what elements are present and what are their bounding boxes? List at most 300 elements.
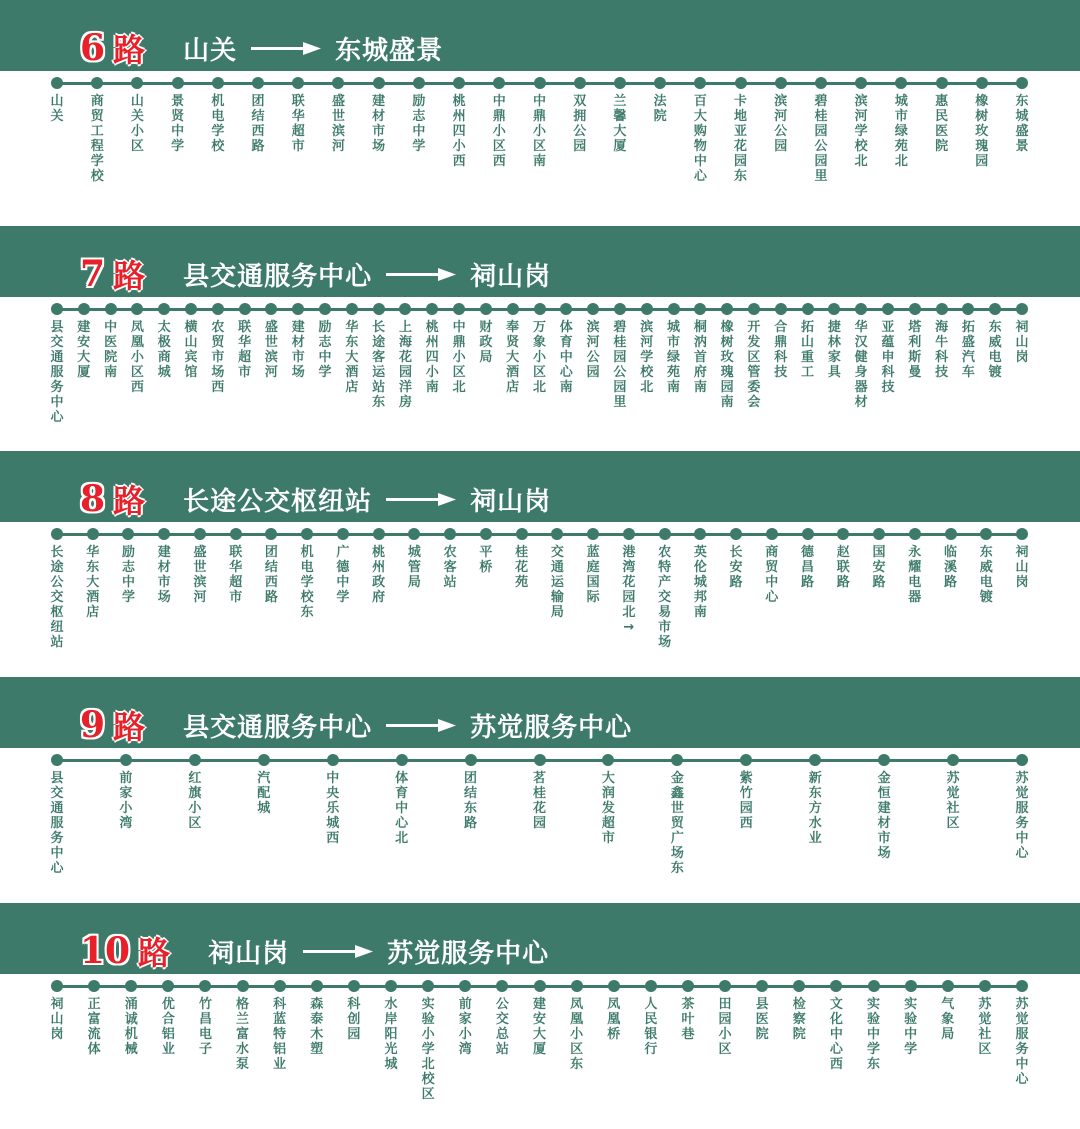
route-origin: 祠山岗: [208, 938, 290, 969]
stop-dot-icon: [830, 980, 842, 992]
stop-dot-icon: [793, 980, 805, 992]
stop-name: 滨河学校北: [640, 320, 654, 395]
stop-dot-icon: [51, 980, 63, 992]
stop-name: 惠民医院: [935, 94, 949, 154]
stop-name: 凤凰桥: [607, 997, 621, 1042]
stop-name: 英伦城邦南: [693, 545, 707, 620]
stop-name: 奉贤大酒店: [506, 320, 520, 395]
stop-dot-icon: [979, 980, 991, 992]
stop-name: 汽配城: [257, 771, 271, 816]
stop-name: 人民银行: [644, 997, 658, 1057]
stop-dot-icon: [815, 77, 827, 89]
stop-dot-icon: [258, 754, 270, 766]
route-suffix: 路: [113, 708, 146, 746]
stop-dot-icon: [828, 303, 840, 315]
stop-name: 文化中心西: [829, 997, 843, 1072]
stop-name: 滨河公园: [586, 320, 600, 380]
stop-dot-icon: [131, 77, 143, 89]
stop-dot-icon: [91, 77, 103, 89]
stop-dot-icon: [534, 303, 546, 315]
stop-name: 拓盛汽车: [961, 320, 975, 380]
stop-name: 祠山岗: [1015, 320, 1029, 365]
stop-name: 团结西路: [251, 94, 265, 154]
stop-dot-icon: [694, 528, 706, 540]
route-title: [0, 701, 632, 749]
stop-dot-icon: [122, 528, 134, 540]
direction-arrow-icon: [386, 715, 456, 735]
route-suffix: 路: [113, 482, 146, 520]
stop-dot-icon: [641, 303, 653, 315]
stop-dot-icon: [239, 303, 251, 315]
stop-name: 茶叶巷: [681, 997, 695, 1042]
stop-name: 东威电镀: [979, 545, 993, 605]
stop-dot-icon: [51, 528, 63, 540]
route-origin: 山关: [183, 35, 238, 66]
stop-name: 苏觉社区: [946, 771, 960, 831]
stop-name: 涌诚机械: [124, 997, 138, 1057]
direction-arrow-icon: [386, 264, 456, 284]
stop-dot-icon: [125, 980, 137, 992]
stop-name: 港湾花园北→: [622, 545, 636, 635]
stop-dot-icon: [301, 528, 313, 540]
stop-dot-icon: [740, 754, 752, 766]
stop-dot-icon: [534, 77, 546, 89]
stop-name: 联华超市: [229, 545, 243, 605]
stop-name: 实验小学北校区: [421, 997, 435, 1102]
stop-name: 正富流体: [87, 997, 101, 1057]
stop-dot-icon: [292, 303, 304, 315]
stop-dot-icon: [105, 303, 117, 315]
route-header-band-top: [0, 677, 1080, 697]
route-title: [0, 250, 551, 298]
stop-name: 祠山岗: [50, 997, 64, 1042]
stop-dot-icon: [385, 980, 397, 992]
stop-name: 励志中学: [412, 94, 426, 154]
stop-dot-icon: [212, 77, 224, 89]
stop-name: 桃州四小西: [452, 94, 466, 169]
stop-dot-icon: [88, 980, 100, 992]
stop-name: 联华超市: [238, 320, 252, 380]
stop-name: 景贤中学: [171, 94, 185, 154]
stop-name: 太极商城: [157, 320, 171, 380]
stop-dot-icon: [212, 303, 224, 315]
stop-name: 中医院南: [104, 320, 118, 380]
route-header-band-top: [0, 451, 1080, 471]
stop-dot-icon: [199, 980, 211, 992]
route-origin: 县交通服务中心: [183, 261, 373, 292]
route-6-section: [0, 0, 1080, 226]
stop-name: 长安路: [729, 545, 743, 590]
stop-dot-icon: [980, 528, 992, 540]
route-origin: 长途公交枢纽站: [183, 486, 373, 517]
stop-name: 苏觉服务中心: [1015, 771, 1029, 861]
stop-name: 优合铝业: [161, 997, 175, 1057]
stop-dot-icon: [162, 980, 174, 992]
stop-name: 平桥: [479, 545, 493, 575]
route-title: [0, 24, 443, 72]
stop-dot-icon: [87, 528, 99, 540]
stop-dot-icon: [809, 754, 821, 766]
stop-name: 大润发超市: [601, 771, 615, 846]
stop-dot-icon: [682, 980, 694, 992]
stop-dot-icon: [158, 303, 170, 315]
stop-name: 凤凰小区西: [130, 320, 144, 395]
stop-name: 县医院: [755, 997, 769, 1042]
stop-dot-icon: [936, 303, 948, 315]
stop-name: 山关小区: [130, 94, 144, 154]
stop-name: 实验中学: [904, 997, 918, 1057]
stop-dot-icon: [873, 528, 885, 540]
stop-dot-icon: [574, 77, 586, 89]
stop-name: 农贸市场西: [211, 320, 225, 395]
stop-dot-icon: [426, 303, 438, 315]
stop-dot-icon: [868, 980, 880, 992]
stop-name: 捷林家具: [827, 320, 841, 380]
stop-dot-icon: [311, 980, 323, 992]
stop-dot-icon: [534, 754, 546, 766]
stop-dot-icon: [756, 980, 768, 992]
stop-name: 百大购物中心: [693, 94, 707, 184]
route-origin: 县交通服务中心: [183, 712, 373, 743]
stop-dot-icon: [855, 77, 867, 89]
stop-name: 城管局: [407, 545, 421, 590]
stop-name: 上海花园洋房: [398, 320, 412, 410]
route-number: 8: [80, 478, 106, 520]
stop-dot-icon: [373, 528, 385, 540]
stop-dot-icon: [802, 528, 814, 540]
stop-name: 建材市场: [157, 545, 171, 605]
stop-name: 励志中学: [318, 320, 332, 380]
stop-dot-icon: [265, 528, 277, 540]
stop-name: 农客站: [443, 545, 457, 590]
stop-dot-icon: [51, 754, 63, 766]
stop-name: 城市绿苑北: [894, 94, 908, 169]
route-number: 7: [80, 253, 106, 295]
stop-dot-icon: [608, 980, 620, 992]
stop-name: 气象局: [941, 997, 955, 1042]
stop-dot-icon: [534, 980, 546, 992]
stop-name: 华东大酒店: [86, 545, 100, 620]
stop-dot-icon: [802, 303, 814, 315]
stop-dot-icon: [459, 980, 471, 992]
stop-dot-icon: [1016, 77, 1028, 89]
stop-name: 盛世滨河: [193, 545, 207, 605]
stop-dot-icon: [78, 303, 90, 315]
stop-name: 亚蕴申科技: [881, 320, 895, 395]
stop-name: 建安大厦: [77, 320, 91, 380]
stop-dot-icon: [1016, 754, 1028, 766]
stop-name: 法院: [653, 94, 667, 124]
route-title: [0, 475, 551, 523]
stop-dot-icon: [989, 303, 1001, 315]
stop-dot-icon: [654, 77, 666, 89]
stop-name: 盛世滨河: [331, 94, 345, 154]
stop-name: 开发区管委会: [747, 320, 761, 410]
stop-name: 新东方水业: [808, 771, 822, 846]
stop-name: 东威电镀: [988, 320, 1002, 380]
stop-dot-icon: [396, 754, 408, 766]
stop-name: 格兰富水泵: [236, 997, 250, 1072]
route-9-section: [0, 677, 1080, 903]
stop-dot-icon: [587, 303, 599, 315]
route-number: 6: [80, 27, 106, 69]
stop-name: 苏觉社区: [978, 997, 992, 1057]
stop-dot-icon: [962, 303, 974, 315]
route-destination: 祠山岗: [470, 486, 552, 517]
route-title: [0, 927, 549, 975]
stop-dot-icon: [480, 528, 492, 540]
stop-name: 海牛科技: [935, 320, 949, 380]
stop-name: 碧桂园公园里: [613, 320, 627, 410]
stop-name: 橡树玫瑰园南: [720, 320, 734, 410]
stop-name: 公交总站: [495, 997, 509, 1057]
route-header-band-top: [0, 0, 1080, 20]
stop-dot-icon: [730, 528, 742, 540]
stop-dot-icon: [120, 754, 132, 766]
stop-name: 建材市场: [372, 94, 386, 154]
stop-name: 团结西路: [264, 545, 278, 605]
stop-name: 卡地亚花园东: [734, 94, 748, 184]
stop-dot-icon: [719, 980, 731, 992]
stop-name: 双拥公园: [573, 94, 587, 154]
stop-dot-icon: [265, 303, 277, 315]
stop-dot-icon: [51, 303, 63, 315]
stop-name: 商贸工程学校: [90, 94, 104, 184]
stop-dot-icon: [614, 303, 626, 315]
route-header-band-top: [0, 226, 1080, 246]
stop-name: 临溪路: [944, 545, 958, 590]
stop-name: 中央乐城西: [326, 771, 340, 846]
stop-name: 前家小湾: [458, 997, 472, 1057]
stop-name: 体育中心北: [395, 771, 409, 846]
stop-dot-icon: [1016, 528, 1028, 540]
stop-name: 中鼎小区西: [492, 94, 506, 169]
stop-dot-icon: [507, 303, 519, 315]
stop-dot-icon: [694, 303, 706, 315]
stop-dot-icon: [373, 303, 385, 315]
stop-name: 森泰木塑: [310, 997, 324, 1057]
stop-dot-icon: [659, 528, 671, 540]
route-destination: 祠山岗: [470, 261, 552, 292]
stop-name: 城市绿苑南: [667, 320, 681, 395]
stop-name: 桂花苑: [515, 545, 529, 590]
stop-name: 水岸阳光城: [384, 997, 398, 1072]
stop-name: 科蓝特铝业: [273, 997, 287, 1072]
stop-name: 蓝庭国际: [586, 545, 600, 605]
stop-name: 山关: [50, 94, 64, 124]
stop-name: 华东大酒店: [345, 320, 359, 395]
stop-dot-icon: [936, 77, 948, 89]
stop-name: 国安路: [872, 545, 886, 590]
stop-dot-icon: [623, 528, 635, 540]
stop-name: 科创园: [347, 997, 361, 1042]
stop-dot-icon: [189, 754, 201, 766]
route-destination: 苏觉服务中心: [470, 712, 633, 743]
stop-dot-icon: [694, 77, 706, 89]
stop-dot-icon: [399, 303, 411, 315]
stop-name: 紫竹园西: [739, 771, 753, 831]
stop-name: 金鑫世贸广场东: [670, 771, 684, 876]
stop-dot-icon: [587, 528, 599, 540]
stop-dot-icon: [614, 77, 626, 89]
stop-name: 永耀电器: [908, 545, 922, 605]
stop-dot-icon: [252, 77, 264, 89]
stop-name: 商贸中心: [765, 545, 779, 605]
stop-dot-icon: [837, 528, 849, 540]
stop-dot-icon: [158, 528, 170, 540]
stop-name: 实验中学东: [867, 997, 881, 1072]
stop-name: 农特产交易市场: [658, 545, 672, 650]
stop-dot-icon: [1016, 303, 1028, 315]
stop-dot-icon: [453, 77, 465, 89]
route-8-section: [0, 451, 1080, 677]
stop-name: 滨河公园: [774, 94, 788, 154]
route-number: 9: [80, 704, 106, 746]
stop-dot-icon: [551, 528, 563, 540]
stop-name: 建材市场: [291, 320, 305, 380]
stop-name: 竹昌电子: [198, 997, 212, 1057]
stop-name: 桃州四小南: [425, 320, 439, 395]
direction-arrow-icon: [386, 489, 456, 509]
stop-dot-icon: [194, 528, 206, 540]
stop-dot-icon: [775, 77, 787, 89]
stop-name: 长途公交枢纽站: [50, 545, 64, 650]
stop-name: 横山宾馆: [184, 320, 198, 380]
stop-dot-icon: [185, 303, 197, 315]
stop-name: 体育中心南: [559, 320, 573, 395]
stop-dot-icon: [516, 528, 528, 540]
stop-dot-icon: [855, 303, 867, 315]
stop-dot-icon: [878, 754, 890, 766]
stop-dot-icon: [327, 754, 339, 766]
stop-dot-icon: [51, 77, 63, 89]
stop-dot-icon: [348, 980, 360, 992]
stop-name: 县交通服务中心: [50, 320, 64, 425]
stop-dot-icon: [766, 528, 778, 540]
stop-dot-icon: [571, 980, 583, 992]
stop-name: 长途客运站东: [372, 320, 386, 410]
stop-dot-icon: [945, 528, 957, 540]
stop-dot-icon: [237, 980, 249, 992]
stop-name: 桃州政府: [372, 545, 386, 605]
stop-dot-icon: [496, 980, 508, 992]
stop-dot-icon: [292, 77, 304, 89]
stop-name: 机电学校东: [300, 545, 314, 620]
stop-name: 兰馨大厦: [613, 94, 627, 154]
stop-dot-icon: [453, 303, 465, 315]
stop-name: 橡树玫瑰园: [975, 94, 989, 169]
stop-dot-icon: [721, 303, 733, 315]
stop-dot-icon: [560, 303, 572, 315]
stop-dot-icon: [319, 303, 331, 315]
stop-name: 滨河学校北: [854, 94, 868, 169]
stop-name: 塔利斯曼: [908, 320, 922, 380]
stop-name: 茗桂花园: [532, 771, 546, 831]
stop-name: 赵联路: [836, 545, 850, 590]
stop-dot-icon: [645, 980, 657, 992]
stop-name: 县交通服务中心: [50, 771, 64, 876]
stop-dot-icon: [775, 303, 787, 315]
stop-name: 中鼎小区南: [532, 94, 546, 169]
stop-dot-icon: [671, 754, 683, 766]
stop-dot-icon: [882, 303, 894, 315]
stop-name: 桐汭首府南: [693, 320, 707, 395]
route-header-band-top: [0, 903, 1080, 923]
stop-dot-icon: [909, 303, 921, 315]
stop-dot-icon: [602, 754, 614, 766]
route-10-section: [0, 903, 1080, 1129]
stop-name: 机电学校: [211, 94, 225, 154]
stop-name: 前家小湾: [119, 771, 133, 831]
stop-dot-icon: [373, 77, 385, 89]
stop-dot-icon: [444, 528, 456, 540]
stop-dot-icon: [748, 303, 760, 315]
stop-name: 拓山重工: [801, 320, 815, 380]
stop-dot-icon: [942, 980, 954, 992]
stop-name: 中鼎小区北: [452, 320, 466, 395]
stop-dot-icon: [1016, 980, 1028, 992]
stop-name: 团结东路: [464, 771, 478, 831]
stop-dot-icon: [976, 77, 988, 89]
stop-name: 碧桂园公园里: [814, 94, 828, 184]
stop-dot-icon: [909, 528, 921, 540]
stop-name: 建安大厦: [532, 997, 546, 1057]
stop-dot-icon: [230, 528, 242, 540]
stop-name: 东城盛景: [1015, 94, 1029, 154]
stop-name: 金恒建材市场: [877, 771, 891, 861]
stop-dot-icon: [905, 980, 917, 992]
stop-name: 苏觉服务中心: [1015, 997, 1029, 1087]
stop-dot-icon: [131, 303, 143, 315]
stop-name: 红旗小区: [188, 771, 202, 831]
stop-dot-icon: [668, 303, 680, 315]
stop-name: 广德中学: [336, 545, 350, 605]
stop-dot-icon: [895, 77, 907, 89]
route-destination: 东城盛景: [335, 35, 444, 66]
stop-name: 盛世滨河: [264, 320, 278, 380]
stop-name: 德昌路: [801, 545, 815, 590]
direction-arrow-icon: [251, 38, 321, 58]
stop-name: 合鼎科技: [774, 320, 788, 380]
stop-name: 联华超市: [291, 94, 305, 154]
stop-dot-icon: [274, 980, 286, 992]
stop-name: 华汉健身器材: [854, 320, 868, 410]
stop-name: 交通运输局: [550, 545, 564, 620]
stop-dot-icon: [493, 77, 505, 89]
stop-dot-icon: [413, 77, 425, 89]
route-suffix: 路: [138, 934, 171, 972]
route-suffix: 路: [113, 31, 146, 69]
route-7-section: [0, 226, 1080, 452]
stop-name: 检察院: [792, 997, 806, 1042]
stop-name: 励志中学: [121, 545, 135, 605]
stop-name: 财政局: [479, 320, 493, 365]
stop-dot-icon: [332, 77, 344, 89]
direction-arrow-icon: [303, 941, 373, 961]
stop-dot-icon: [947, 754, 959, 766]
route-number: 10: [80, 930, 131, 972]
stop-dot-icon: [422, 980, 434, 992]
stop-name: 祠山岗: [1015, 545, 1029, 590]
stop-dot-icon: [172, 77, 184, 89]
route-destination: 苏觉服务中心: [387, 938, 550, 969]
stop-name: 田园小区: [718, 997, 732, 1057]
stop-dot-icon: [337, 528, 349, 540]
stop-dot-icon: [465, 754, 477, 766]
stop-dot-icon: [480, 303, 492, 315]
stop-dot-icon: [735, 77, 747, 89]
stop-name: 万象小区北: [532, 320, 546, 395]
